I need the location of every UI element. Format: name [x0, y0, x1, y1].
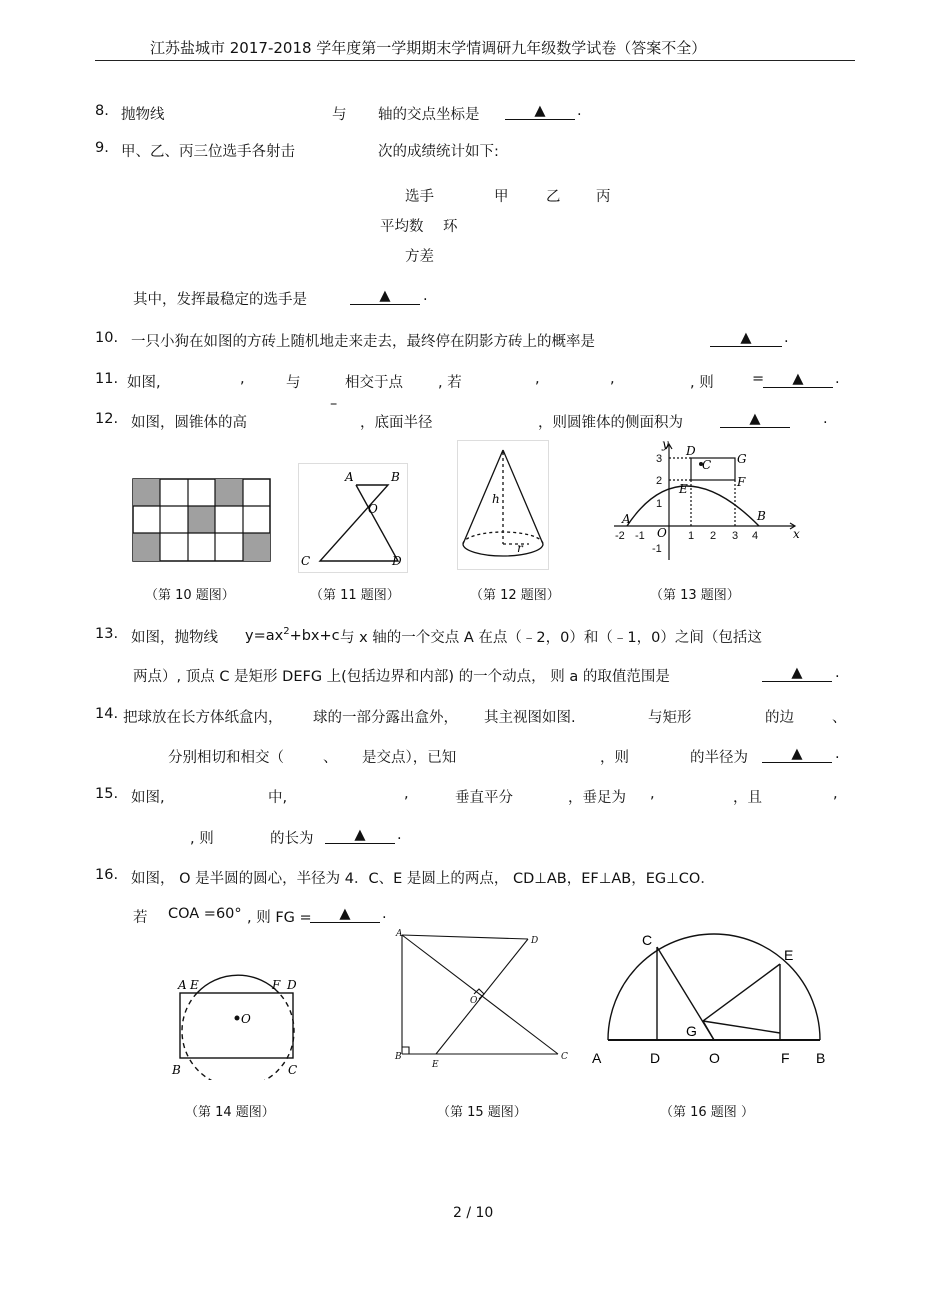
q14-text-g: 分别相切和相交（ [168, 750, 284, 766]
q9-row-mean-unit: 环 [443, 219, 458, 235]
caption-16: （第 16 题图 ） [660, 1105, 754, 1120]
fig13-label-b: B [757, 509, 766, 523]
q15-text-e: ，垂足为 [568, 790, 626, 806]
fig11-label-b: B [391, 470, 400, 484]
figure-13-parabola [612, 440, 804, 565]
q13-number: 13. [95, 626, 119, 642]
fig13-tick-x-2: 1 [688, 530, 695, 542]
fig14-label-o: O [241, 1012, 251, 1026]
q16-answer-blank: ▲ [310, 906, 380, 923]
q15-text-f: , [650, 786, 655, 802]
q13-text-line2: 两点）, 顶点 C 是矩形 DEFG 上(包括边界和内部) 的一个动点， 则 a 的取值范围是 [133, 669, 670, 685]
fig13-tick-x-3: 2 [710, 530, 717, 542]
fig14-label-f: F [272, 978, 281, 992]
q11-text-b: , [240, 371, 245, 387]
q12-number: 12. [95, 411, 119, 427]
fig13-tick-y-1: 2 [656, 475, 663, 487]
fig13-tick-y-3: -1 [652, 543, 662, 555]
fig13-tick-y-2: 1 [656, 498, 663, 510]
q11-text-e: , 若 [438, 375, 462, 391]
figure-10-tiles [132, 478, 272, 563]
fig13-label-y: y [662, 440, 669, 451]
fig13-tick-x-5: 4 [752, 530, 759, 542]
q16-text-line1: 如图， O 是半圆的圆心，半径为 4．C、E 是圆上的两点， CD⊥AB，EF⊥AB，EG⊥CO． [131, 871, 715, 887]
q9-header-player: 选手 [405, 189, 434, 205]
fig13-label-f: F [737, 475, 746, 489]
page-number: 2 / 10 [453, 1205, 494, 1221]
q14-period: . [835, 746, 840, 762]
caption-10: （第 10 题图） [145, 588, 235, 603]
q12-text-b: ，底面半径 [360, 415, 433, 431]
q10-answer-blank: ▲ [710, 330, 782, 347]
q13-period: . [835, 665, 840, 681]
fig16-label-f: F [781, 1050, 790, 1066]
q16-text-b: COA =60° [168, 906, 242, 922]
caption-12: （第 12 题图） [470, 588, 560, 603]
q9-answer-blank: ▲ [350, 288, 420, 305]
caption-11: （第 11 题图） [310, 588, 400, 603]
q12-text-c: ，则圆锥体的侧面积为 [538, 415, 683, 431]
fig13-tick-x-4: 3 [732, 530, 739, 542]
fig13-label-e: E [679, 482, 688, 496]
fig16-label-d: D [650, 1050, 661, 1066]
q9-header-bing: 丙 [596, 189, 611, 205]
q8-number: 8. [95, 103, 109, 119]
fig13-label-a: A [622, 512, 631, 526]
q14-text-e: 的边 [765, 710, 794, 726]
q12-period: . [823, 411, 828, 427]
q11-text-i: = [752, 371, 765, 387]
q11-text-f: , [535, 371, 540, 387]
q11-period: . [835, 371, 840, 387]
fig15-label-a: A [396, 929, 403, 939]
fig16-label-a: A [592, 1050, 602, 1066]
q13-text-a: 如图，抛物线 [131, 630, 218, 646]
caption-13: （第 13 题图） [650, 588, 740, 603]
q14-text-i: 是交点），已知 [362, 750, 457, 766]
q11-text-a: 如图, [127, 375, 161, 391]
q13-answer-blank: ▲ [762, 665, 832, 682]
q9-text-b: 次的成绩统计如下: [378, 144, 499, 160]
q15-text-j: 的长为 [270, 831, 314, 847]
figure-15-triangle [390, 927, 575, 1072]
figure-12-cone [457, 440, 549, 570]
q10-number: 10. [95, 330, 119, 346]
q9-row-mean: 平均数 [380, 219, 424, 235]
q11-text-c: 与 [286, 375, 301, 391]
q15-answer-blank: ▲ [325, 827, 395, 844]
fig16-label-g: G [686, 1023, 697, 1039]
fig16-label-o: O [709, 1050, 720, 1066]
q15-text-d: 垂直平分 [455, 790, 513, 806]
q10-period: . [784, 330, 789, 346]
q11-number: 11. [95, 371, 119, 387]
q14-answer-blank: ▲ [762, 746, 832, 763]
q11-answer-blank: ▲ [763, 371, 833, 388]
q14-text-a: 把球放在长方体纸盒内， [123, 710, 283, 726]
q12-answer-blank: ▲ [720, 411, 790, 428]
q15-number: 15. [95, 786, 119, 802]
q13-text-b: 与 x 轴的一个交点 A 在点（﹣2，0）和（﹣1，0）之间（包括这 [340, 630, 762, 646]
fig16-label-c: C [642, 932, 653, 948]
q9-text-a: 甲、乙、丙三位选手各射击 [121, 144, 295, 160]
fig14-label-d: D [287, 978, 297, 992]
page-header: 江苏盐城市 2017-2018 学年度第一学期期末学情调研九年级数学试卷（答案不全） [150, 39, 707, 57]
q11-text-h: , 则 [690, 375, 714, 391]
caption-14: （第 14 题图） [185, 1105, 275, 1120]
q11-text-d: 相交于点 [345, 375, 403, 391]
q15-text-b: 中, [268, 790, 288, 806]
q9-header-yi: 乙 [546, 189, 561, 205]
fig16-label-e: E [784, 947, 794, 963]
q11-text-g: , [610, 371, 615, 387]
q15-period: . [397, 827, 402, 843]
fig12-label-h: h [492, 492, 500, 506]
q15-text-i: , 则 [190, 831, 214, 847]
fig13-label-x: x [793, 527, 800, 541]
q16-text-c: , 则 FG = [247, 910, 312, 926]
q10-text: 一只小狗在如图的方砖上随机地走来走去，最终停在阴影方砖上的概率是 [131, 334, 595, 350]
fig15-label-o: O [470, 996, 478, 1006]
fig13-tick-x-1: -1 [635, 530, 645, 542]
fig14-label-b: B [172, 1063, 181, 1077]
q14-text-c: 其主视图如图. [484, 710, 576, 726]
fig15-label-b: B [395, 1052, 402, 1062]
q16-text-a: 若 [133, 910, 148, 926]
q8-answer-blank: ▲ [505, 103, 575, 120]
fig11-label-c: C [301, 554, 311, 568]
fig11-label-d: D [392, 554, 402, 568]
q12-dash: – [330, 396, 338, 412]
q9-tail: 其中，发挥最稳定的选手是 [133, 292, 307, 308]
q14-text-d: 与矩形 [648, 710, 692, 726]
q15-text-a: 如图, [131, 790, 165, 806]
q15-text-g: ，且 [733, 790, 762, 806]
q8-period: . [577, 103, 582, 119]
q13-equation: $y=ax^2+bx+c$ [245, 626, 340, 644]
q16-period: . [382, 906, 387, 922]
fig13-label-c: C [702, 458, 712, 472]
q9-period: . [423, 288, 428, 304]
q9-number: 9. [95, 140, 109, 156]
fig11-label-o: O [368, 502, 378, 516]
q15-text-c: , [404, 786, 409, 802]
q14-text-b: 球的一部分露出盒外， [313, 710, 458, 726]
figure-14-ball-box [170, 970, 310, 1080]
fig13-label-g: G [737, 452, 747, 466]
q15-text-h: , [833, 786, 838, 802]
q14-text-k: 的半径为 [690, 750, 748, 766]
q9-row-variance: 方差 [405, 249, 434, 265]
fig14-label-c: C [288, 1063, 298, 1077]
caption-15: （第 15 题图） [437, 1105, 527, 1120]
fig12-label-r: r [517, 541, 523, 555]
fig15-label-e: E [432, 1060, 439, 1070]
q8-text-a: 抛物线 [121, 107, 165, 123]
q8-text-b: 与 [332, 107, 347, 123]
figure-11-triangles [298, 463, 408, 573]
q8-text-c: 轴的交点坐标是 [378, 107, 480, 123]
fig14-label-e: E [190, 978, 199, 992]
fig14-label-a: A [178, 978, 187, 992]
fig16-label-b: B [816, 1050, 826, 1066]
figure-16-semicircle [588, 925, 838, 1070]
fig13-label-d: D [686, 444, 696, 458]
fig13-tick-x-0: -2 [615, 530, 625, 542]
fig13-tick-y-0: 3 [656, 453, 663, 465]
q14-text-j: ，则 [600, 750, 629, 766]
q14-number: 14. [95, 706, 119, 722]
q14-text-f: 、 [832, 710, 847, 726]
header-rule [95, 60, 855, 61]
q16-number: 16. [95, 867, 119, 883]
fig11-label-a: A [345, 470, 354, 484]
fig13-label-origin: O [657, 526, 667, 540]
q9-header-jia: 甲 [494, 189, 509, 205]
fig15-label-d: D [531, 936, 539, 946]
fig15-label-c: C [561, 1052, 568, 1062]
q12-text-a: 如图，圆锥体的高 [131, 415, 247, 431]
q14-text-h: 、 [323, 750, 338, 766]
